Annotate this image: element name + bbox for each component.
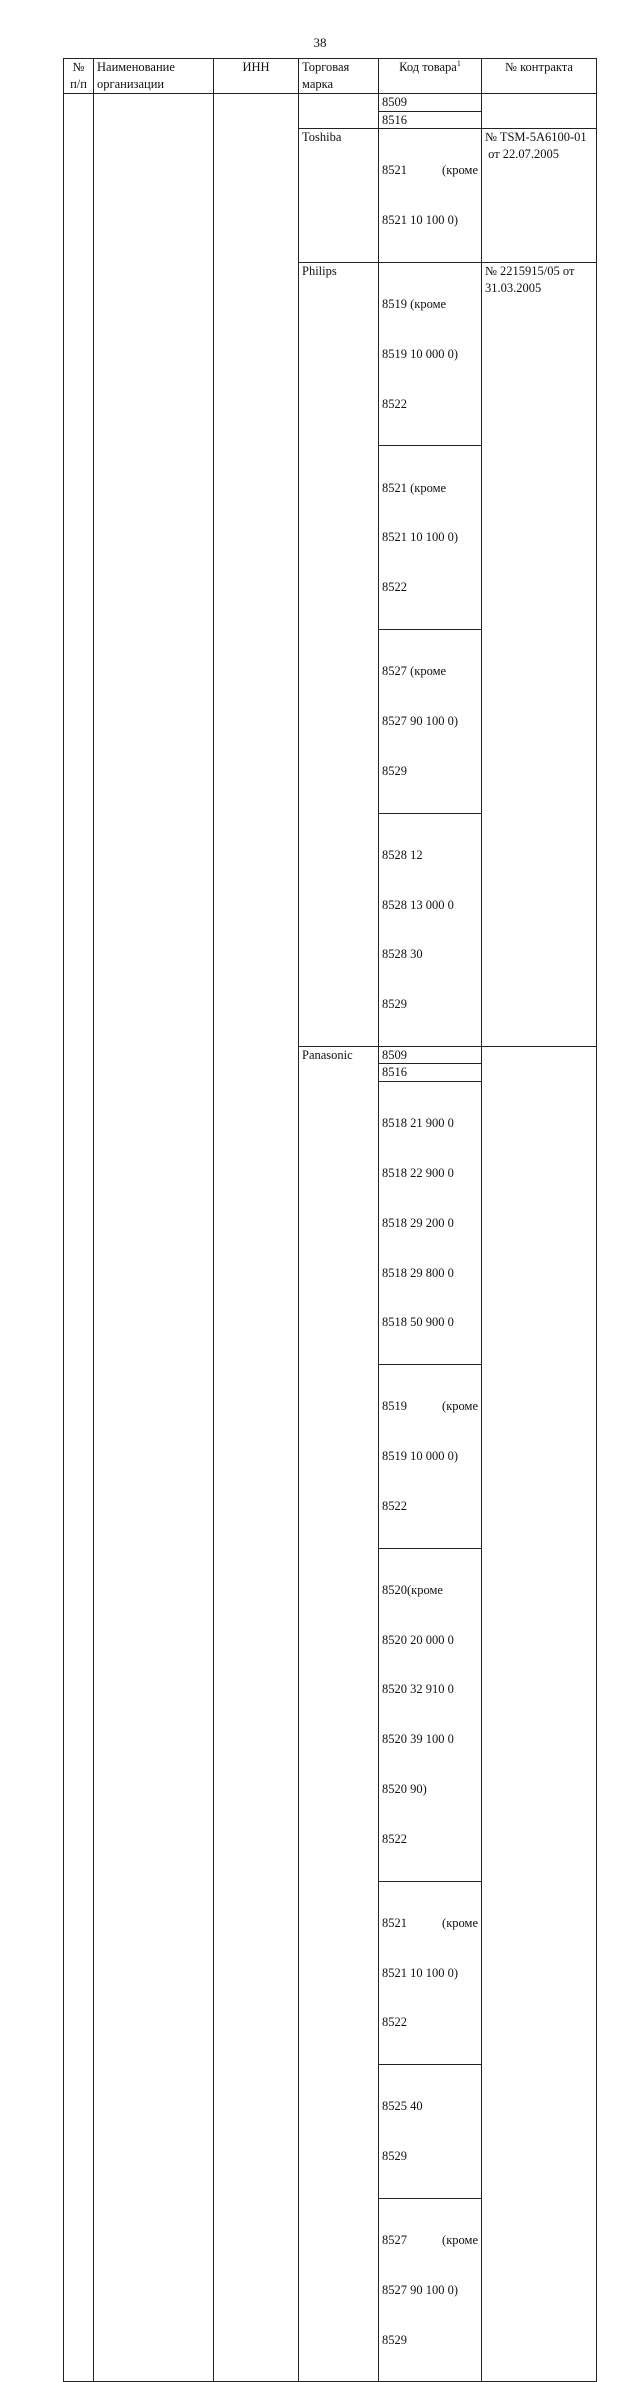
code-line-part: 8521: [382, 1915, 407, 1930]
table-row: [64, 94, 597, 112]
code-line: 8519 (кроме: [382, 297, 447, 312]
code-line-part: (кроме: [442, 2233, 478, 2247]
cell-inn: [214, 94, 299, 2382]
code-line: [382, 1398, 478, 1415]
code-line: 8529: [382, 2332, 407, 2347]
code-line: 8522: [382, 1498, 407, 1513]
code-line: 8521 10 100 0): [382, 530, 459, 545]
code-line: [382, 2232, 478, 2249]
code-line: 8528 30: [382, 947, 423, 962]
cell-contract: № TSM-5A6100-01 от 22.07.2005: [482, 129, 597, 263]
code-line: 8518 22 900 0: [382, 1166, 454, 1180]
header-row: [64, 59, 597, 94]
code-line: 8528 12: [382, 847, 423, 862]
code-line: 8520 39 100 0: [382, 1732, 454, 1747]
cell-brand: Panasonic: [299, 1046, 379, 2382]
header-num: № п/п: [64, 59, 94, 94]
cell-code: [379, 1548, 482, 1881]
code-line: 8520(кроме: [382, 1582, 443, 1597]
cell-code: [379, 630, 482, 814]
code-line: 8527 (кроме: [382, 664, 447, 679]
cell-num: [64, 94, 94, 2382]
cell-code: 8516: [379, 111, 482, 129]
cell-code: 8509: [379, 1046, 482, 1064]
cell-code: 8516: [379, 1064, 482, 1082]
code-line: 8518 29 200 0: [382, 1215, 454, 1230]
header-brand: Торговая марка: [299, 59, 379, 94]
code-line: 8528 13 000 0: [382, 897, 454, 912]
cell-brand: Toshiba: [299, 129, 379, 263]
cell-code: [379, 1881, 482, 2065]
code-line: 8518 29 800 0: [382, 1265, 454, 1280]
code-line: 8522: [382, 1831, 407, 1846]
cell-org: [94, 94, 214, 2382]
code-line: 8521 10 100 0): [382, 1965, 459, 1980]
cell-code: [379, 1365, 482, 1549]
code-line: 8529: [382, 763, 407, 778]
code-line: 8527 90 100 0): [382, 713, 459, 728]
cell-code: [379, 262, 482, 446]
cell-brand: Philips: [299, 262, 379, 1046]
header-inn: ИНН: [214, 59, 299, 94]
code-line: 8519 10 000 0): [382, 346, 459, 361]
code-line: 8522: [382, 396, 407, 411]
cell-code: 8509: [379, 94, 482, 112]
header-contract: № контракта: [482, 59, 597, 94]
code-line: 8525 40: [382, 2099, 423, 2114]
code-line: 8529: [382, 997, 407, 1012]
cell-code: [379, 446, 482, 630]
code-line-part: 8521: [382, 163, 407, 178]
goods-table: [63, 58, 597, 2382]
header-code-footnote: 1: [456, 58, 461, 68]
cell-contract: № 2215915/05 от 31.03.2005: [482, 262, 597, 1046]
code-line-part: 8519: [382, 1399, 407, 1414]
code-line: 8518 50 900 0: [382, 1315, 454, 1330]
code-line-part: (кроме: [442, 1915, 478, 1930]
code-line: 8520 90): [382, 1781, 427, 1796]
page-number: 38: [313, 35, 327, 50]
code-line: 8520 32 910 0: [382, 1682, 454, 1697]
code-line: 8521 10 100 0): [382, 213, 459, 228]
cell-contract: [482, 94, 597, 129]
code-line-part: (кроме: [442, 1399, 478, 1414]
code-line: [382, 1915, 478, 1932]
header-code: [379, 59, 482, 94]
code-line-part: (кроме: [442, 163, 478, 178]
code-line: 8529: [382, 2149, 407, 2164]
code-line: 8522: [382, 580, 407, 595]
cell-code: [379, 2198, 482, 2382]
code-line: [382, 162, 478, 179]
cell-code: [379, 2065, 482, 2199]
code-line: 8522: [382, 2015, 407, 2030]
code-line: 8519 10 000 0): [382, 1449, 459, 1464]
code-line-part: 8527: [382, 2233, 407, 2247]
code-line: 8518 21 900 0: [382, 1116, 454, 1131]
cell-brand: [299, 94, 379, 129]
cell-code: [379, 1082, 482, 1365]
code-line: 8521 (кроме: [382, 480, 447, 495]
cell-code: [379, 129, 482, 263]
cell-code: [379, 813, 482, 1046]
header-code-label: Код товара: [399, 60, 457, 74]
header-org: Наименование организации: [94, 59, 214, 94]
code-line: 8527 90 100 0): [382, 2282, 459, 2297]
cell-contract: [482, 1046, 597, 2382]
code-line: 8520 20 000 0: [382, 1632, 454, 1647]
